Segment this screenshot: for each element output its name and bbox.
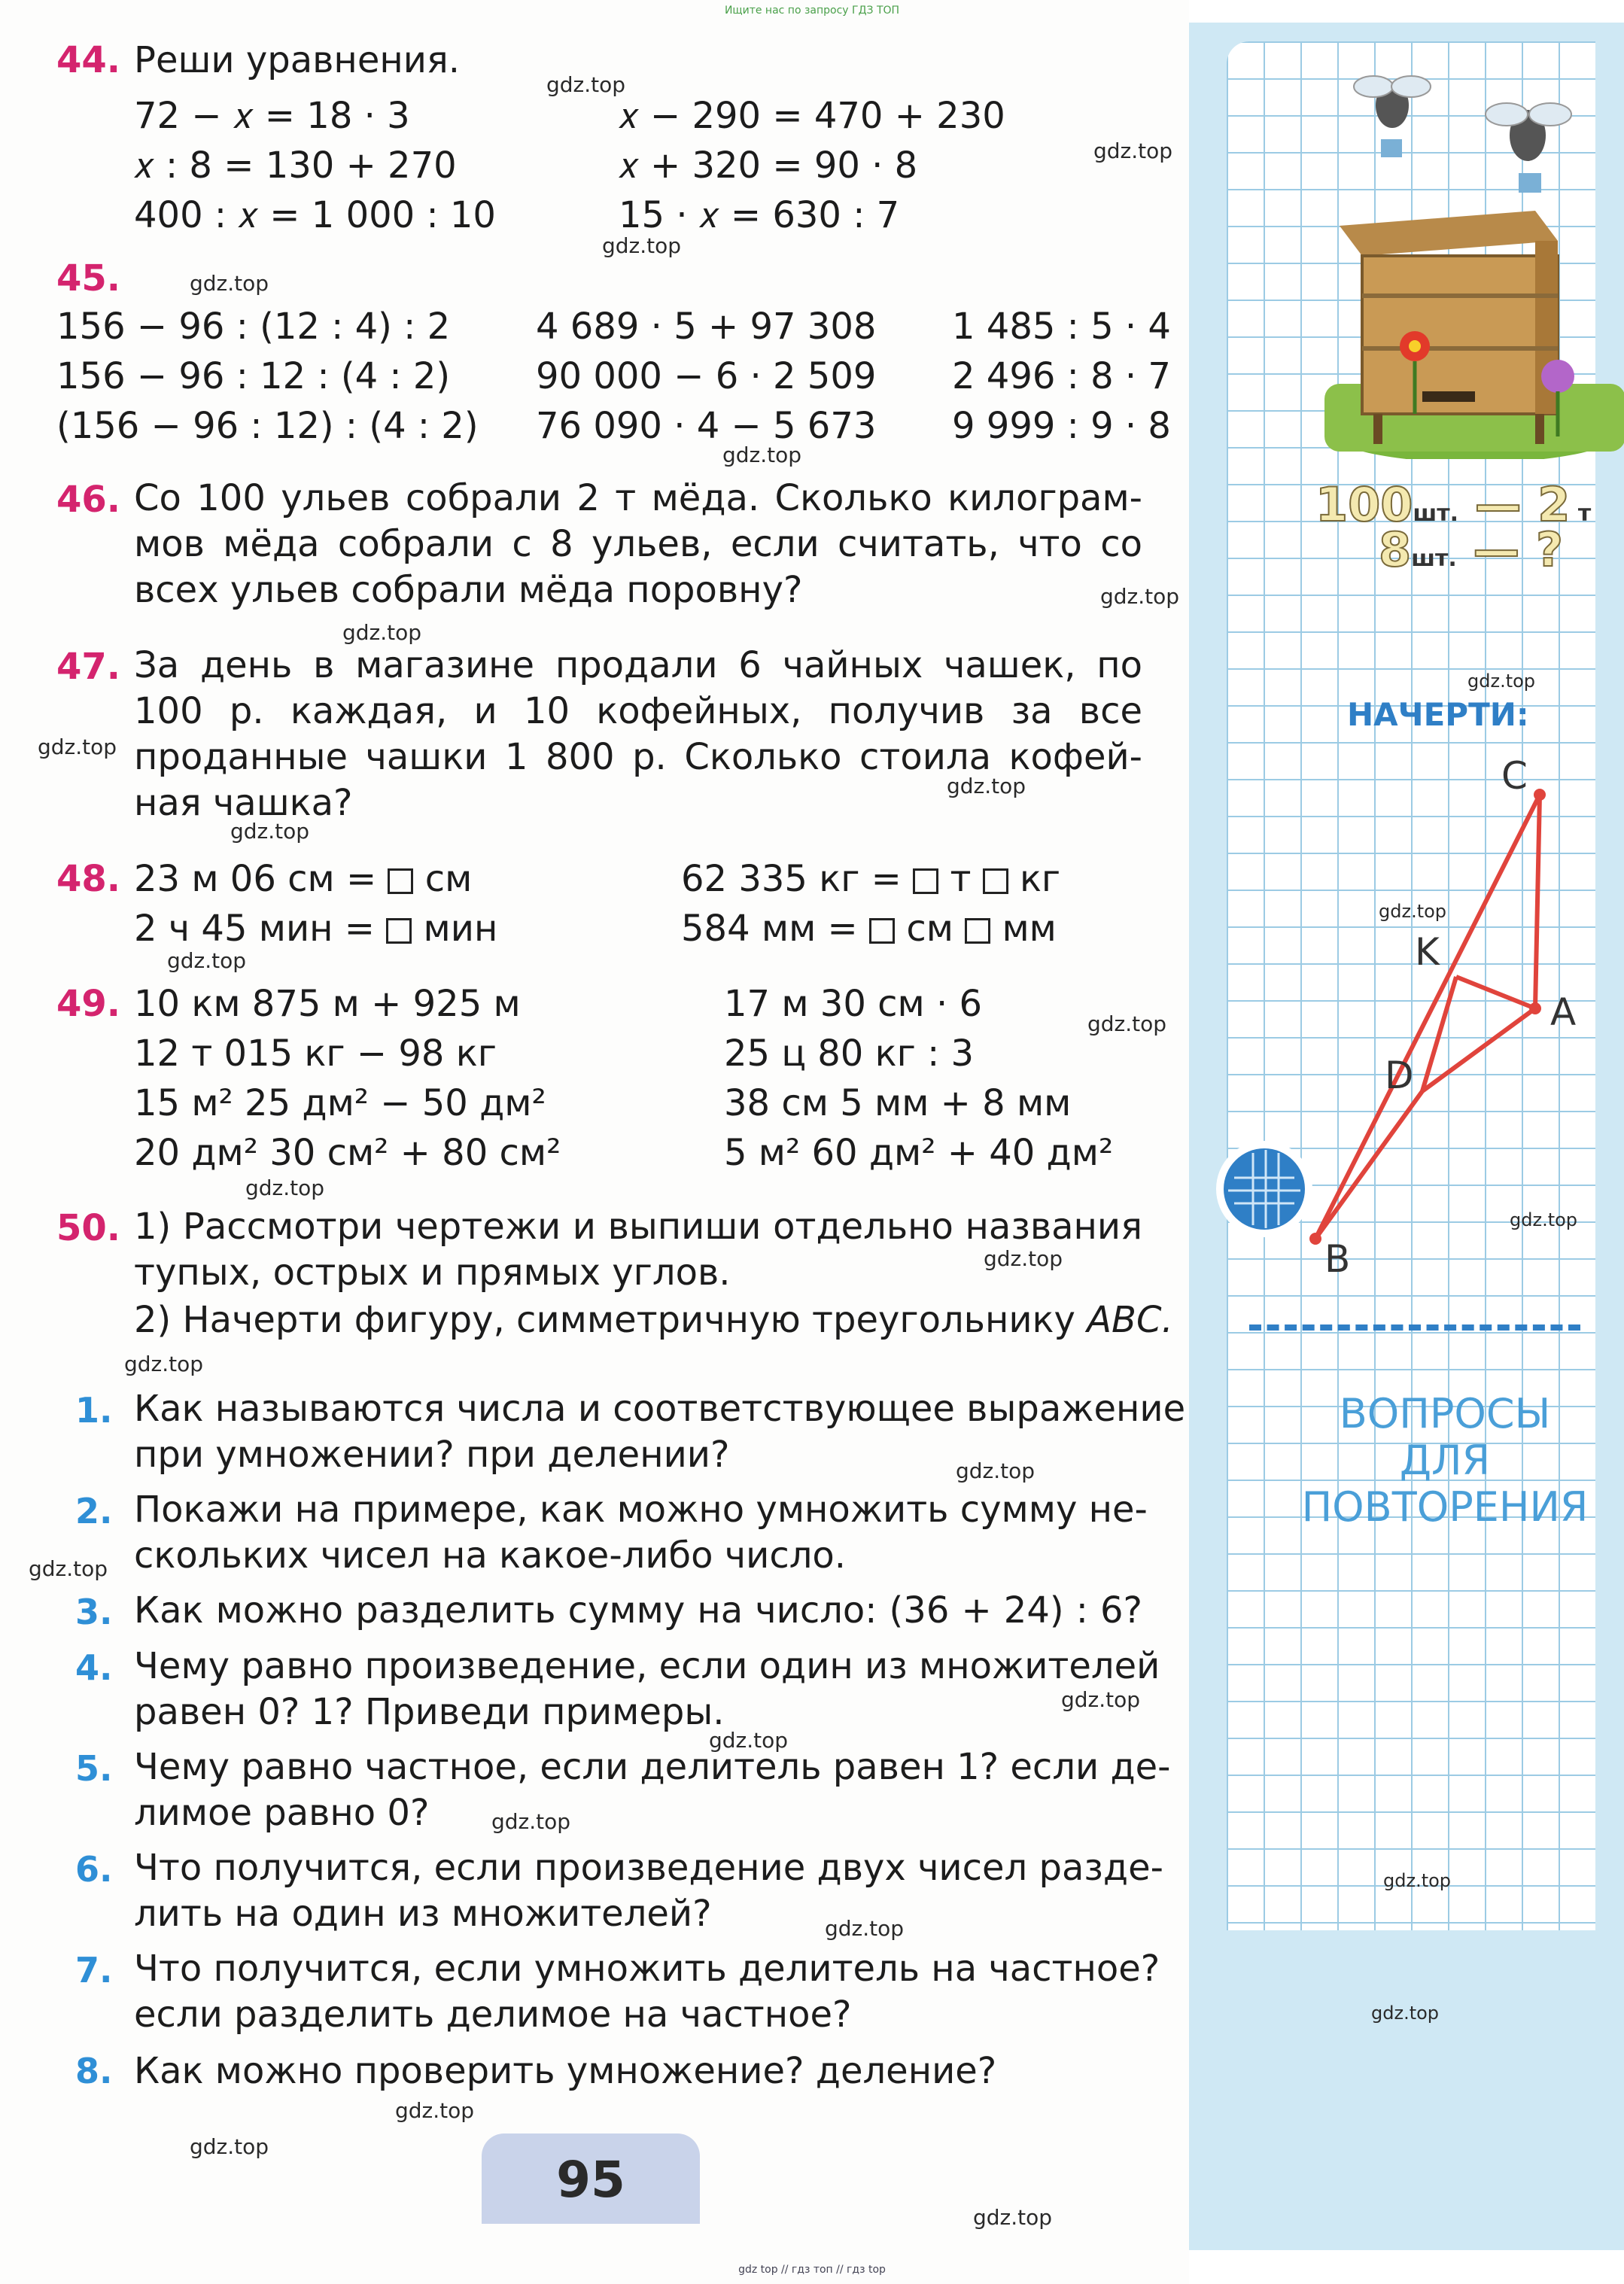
ex44-eq-4: 𝑥 − 290 = 470 + 230	[619, 95, 1005, 137]
draw-title: НАЧЕРТИ:	[1347, 696, 1529, 733]
watermark: gdz.top	[395, 2098, 475, 2123]
watermark: gdz.top	[956, 1458, 1036, 1483]
point-d-label: D	[1385, 1054, 1414, 1097]
watermark: gdz.top	[1467, 671, 1536, 692]
watermark: gdz.top	[491, 1809, 571, 1834]
ex49-expr-4: 20 дм² 30 см² + 80 см²	[134, 1132, 561, 1174]
ex45-expr-2: 156 − 96 : 12 : (4 : 2)	[56, 355, 451, 397]
page-number: 95	[556, 2151, 625, 2209]
question-6-line-1: Что получится, если произведение двух чисел разде-	[134, 1847, 1163, 1889]
question-1-line-2: при умножении? при делении?	[134, 1434, 730, 1476]
exercise-46-number: 46.	[56, 479, 121, 521]
ex49-expr-1: 10 км 875 м + 925 м	[134, 983, 521, 1025]
exercise-49-number: 49.	[56, 983, 121, 1025]
ex45-expr-7: 1 485 : 5 · 4	[952, 306, 1171, 348]
watermark: gdz.top	[230, 819, 310, 844]
exercise-48-number: 48.	[56, 858, 121, 900]
exercise-50-number: 50.	[56, 1207, 121, 1249]
ex45-expr-4: 4 689 · 5 + 97 308	[536, 306, 877, 348]
watermark: gdz.top	[709, 1728, 789, 1753]
ex49-expr-5: 17 м 30 см · 6	[724, 983, 983, 1025]
ex46-line-3: всех ульев собрали мёда поровну?	[134, 569, 803, 611]
watermark: gdz.top	[947, 774, 1026, 798]
watermark: gdz.top	[342, 620, 422, 645]
ex48-a2: 2 ч 45 мин = мин	[134, 908, 498, 950]
ex49-expr-8: 5 м² 60 дм² + 40 дм²	[724, 1132, 1114, 1174]
ex45-expr-5: 90 000 − 6 · 2 509	[536, 355, 877, 397]
watermark: gdz.top	[167, 948, 247, 973]
top-note: Ищите нас по запросу ГДЗ ТОП	[724, 5, 900, 17]
grid-globe-icon	[1212, 1136, 1317, 1242]
ex45-expr-8: 2 496 : 8 · 7	[952, 355, 1171, 397]
question-4-number: 4.	[75, 1647, 113, 1688]
ex50-line-3: 2) Начерти фигуру, симметричную треугольнику ABC.	[134, 1299, 1173, 1341]
ex49-expr-3: 15 м² 25 дм² − 50 дм²	[134, 1082, 546, 1124]
watermark: gdz.top	[1100, 584, 1180, 609]
question-2-number: 2.	[75, 1491, 113, 1531]
ex45-expr-3: (156 − 96 : 12) : (4 : 2)	[56, 405, 479, 447]
watermark: gdz.top	[1061, 1687, 1141, 1712]
ex44-eq-6: 15 · 𝑥 = 630 : 7	[619, 194, 900, 236]
point-k-label: K	[1415, 930, 1440, 974]
watermark: gdz.top	[1510, 1209, 1578, 1230]
ex47-line-1: За день в магазине продали 6 чайных чашек, по	[134, 644, 1142, 686]
ex44-eq-5: 𝑥 + 320 = 90 · 8	[619, 144, 918, 187]
ex49-expr-6: 25 ц 80 кг : 3	[724, 1033, 975, 1075]
watermark: gdz.top	[546, 72, 626, 97]
question-8-line-1: Как можно проверить умножение? деление?	[134, 2050, 997, 2092]
question-1-number: 1.	[75, 1390, 113, 1431]
exercise-44-number: 44.	[56, 39, 121, 81]
question-6-number: 6.	[75, 1849, 113, 1890]
ex47-line-2: 100 р. каждая, и 10 кофейных, получив за все	[134, 690, 1142, 732]
ex47-line-3: проданные чашки 1 800 р. Сколько стоила кофей-	[134, 736, 1142, 778]
ex44-eq-2: 𝑥 : 8 = 130 + 270	[134, 144, 457, 187]
answer-box	[388, 868, 413, 894]
ex49-expr-7: 38 см 5 мм + 8 мм	[724, 1082, 1072, 1124]
hive-label-100: 100шт. — 2 т	[1315, 477, 1592, 532]
question-3-number: 3.	[75, 1592, 113, 1632]
question-7-line-1: Что получится, если умножить делитель на частное?	[134, 1948, 1160, 1990]
question-2-line-2: скольких чисел на какое-либо число.	[134, 1534, 847, 1577]
ex45-expr-6: 76 090 · 4 − 5 673	[536, 405, 877, 447]
question-2-line-1: Покажи на примере, как можно умножить сумму не-	[134, 1489, 1148, 1531]
question-5-number: 5.	[75, 1748, 113, 1789]
question-6-line-2: лить на один из множителей?	[134, 1893, 712, 1935]
answer-box	[869, 918, 895, 944]
watermark: gdz.top	[38, 734, 117, 759]
watermark: gdz.top	[190, 271, 269, 296]
ex46-line-1: Со 100 ульев собрали 2 т мёда. Сколько килограм-	[134, 477, 1142, 519]
ex48-b2: 584 мм = см мм	[681, 908, 1057, 950]
answer-box	[965, 918, 990, 944]
watermark: gdz.top	[190, 2134, 269, 2159]
point-a-label: A	[1550, 990, 1577, 1034]
ex49-expr-2: 12 т 015 кг − 98 кг	[134, 1033, 497, 1075]
triangle-figure	[1294, 760, 1595, 1287]
ex50-line-2: тупых, острых и прямых углов.	[134, 1251, 731, 1294]
watermark: gdz.top	[1379, 901, 1447, 922]
question-1-line-1: Как называются числа и соответствующее выражение	[134, 1388, 1186, 1430]
watermark: gdz.top	[602, 233, 682, 258]
question-4-line-2: равен 0? 1? Приведи примеры.	[134, 1691, 725, 1733]
watermark: gdz.top	[825, 1916, 905, 1941]
watermark: gdz.top	[29, 1556, 108, 1581]
question-7-line-2: если разделить делимое на частное?	[134, 1994, 852, 2036]
exercise-44-title: Реши уравнения.	[134, 39, 461, 81]
ex47-line-4: ная чашка?	[134, 782, 353, 824]
question-8-number: 8.	[75, 2051, 113, 2091]
point-b-label: B	[1324, 1237, 1351, 1281]
ex48-b1: 62 335 кг = т кг	[681, 858, 1061, 900]
watermark: gdz.top	[245, 1175, 325, 1200]
point-c-label: C	[1501, 760, 1528, 798]
ex50-line-1: 1) Рассмотри чертежи и выпиши отдельно названия	[134, 1206, 1142, 1248]
ex45-expr-1: 156 − 96 : (12 : 4) : 2	[56, 306, 451, 348]
watermark: gdz.top	[973, 2205, 1053, 2230]
watermark: gdz.top	[984, 1246, 1063, 1271]
question-7-number: 7.	[75, 1950, 113, 1991]
beehive-illustration	[1309, 53, 1624, 459]
watermark: gdz.top	[1093, 138, 1173, 163]
watermark: gdz.top	[1371, 2003, 1440, 2024]
question-4-line-1: Чему равно произведение, если один из множителей	[134, 1645, 1160, 1687]
watermark: gdz.top	[124, 1352, 204, 1376]
exercise-45-number: 45.	[56, 257, 121, 300]
answer-box	[386, 918, 412, 944]
ex44-eq-3: 400 : 𝑥 = 1 000 : 10	[134, 194, 496, 236]
bottom-note: gdz top // гдз топ // гдз top	[738, 2264, 886, 2276]
answer-box	[983, 868, 1008, 894]
watermark: gdz.top	[1087, 1011, 1167, 1036]
answer-box	[913, 868, 938, 894]
ex48-a1: 23 м 06 см = см	[134, 858, 473, 900]
question-5-line-2: лимое равно 0?	[134, 1792, 430, 1834]
watermark: gdz.top	[722, 443, 802, 467]
question-3-line-1: Как можно разделить сумму на число: (36 + 24) : 6?	[134, 1589, 1142, 1632]
watermark: gdz.top	[1383, 1870, 1452, 1891]
hive-label-8: 8шт. — ?	[1379, 522, 1563, 577]
ex46-line-2: мов мёда собрали с 8 ульев, если считать, что со	[134, 523, 1142, 565]
review-title: ВОПРОСЫ ДЛЯ ПОВТОРЕНИЯ	[1301, 1390, 1589, 1531]
ex45-expr-9: 9 999 : 9 · 8	[952, 405, 1171, 447]
ex44-eq-1: 72 − 𝑥 = 18 · 3	[134, 95, 410, 137]
question-5-line-1: Чему равно частное, если делитель равен 1? если де-	[134, 1746, 1171, 1788]
exercise-47-number: 47.	[56, 646, 121, 688]
divider	[1249, 1324, 1580, 1331]
